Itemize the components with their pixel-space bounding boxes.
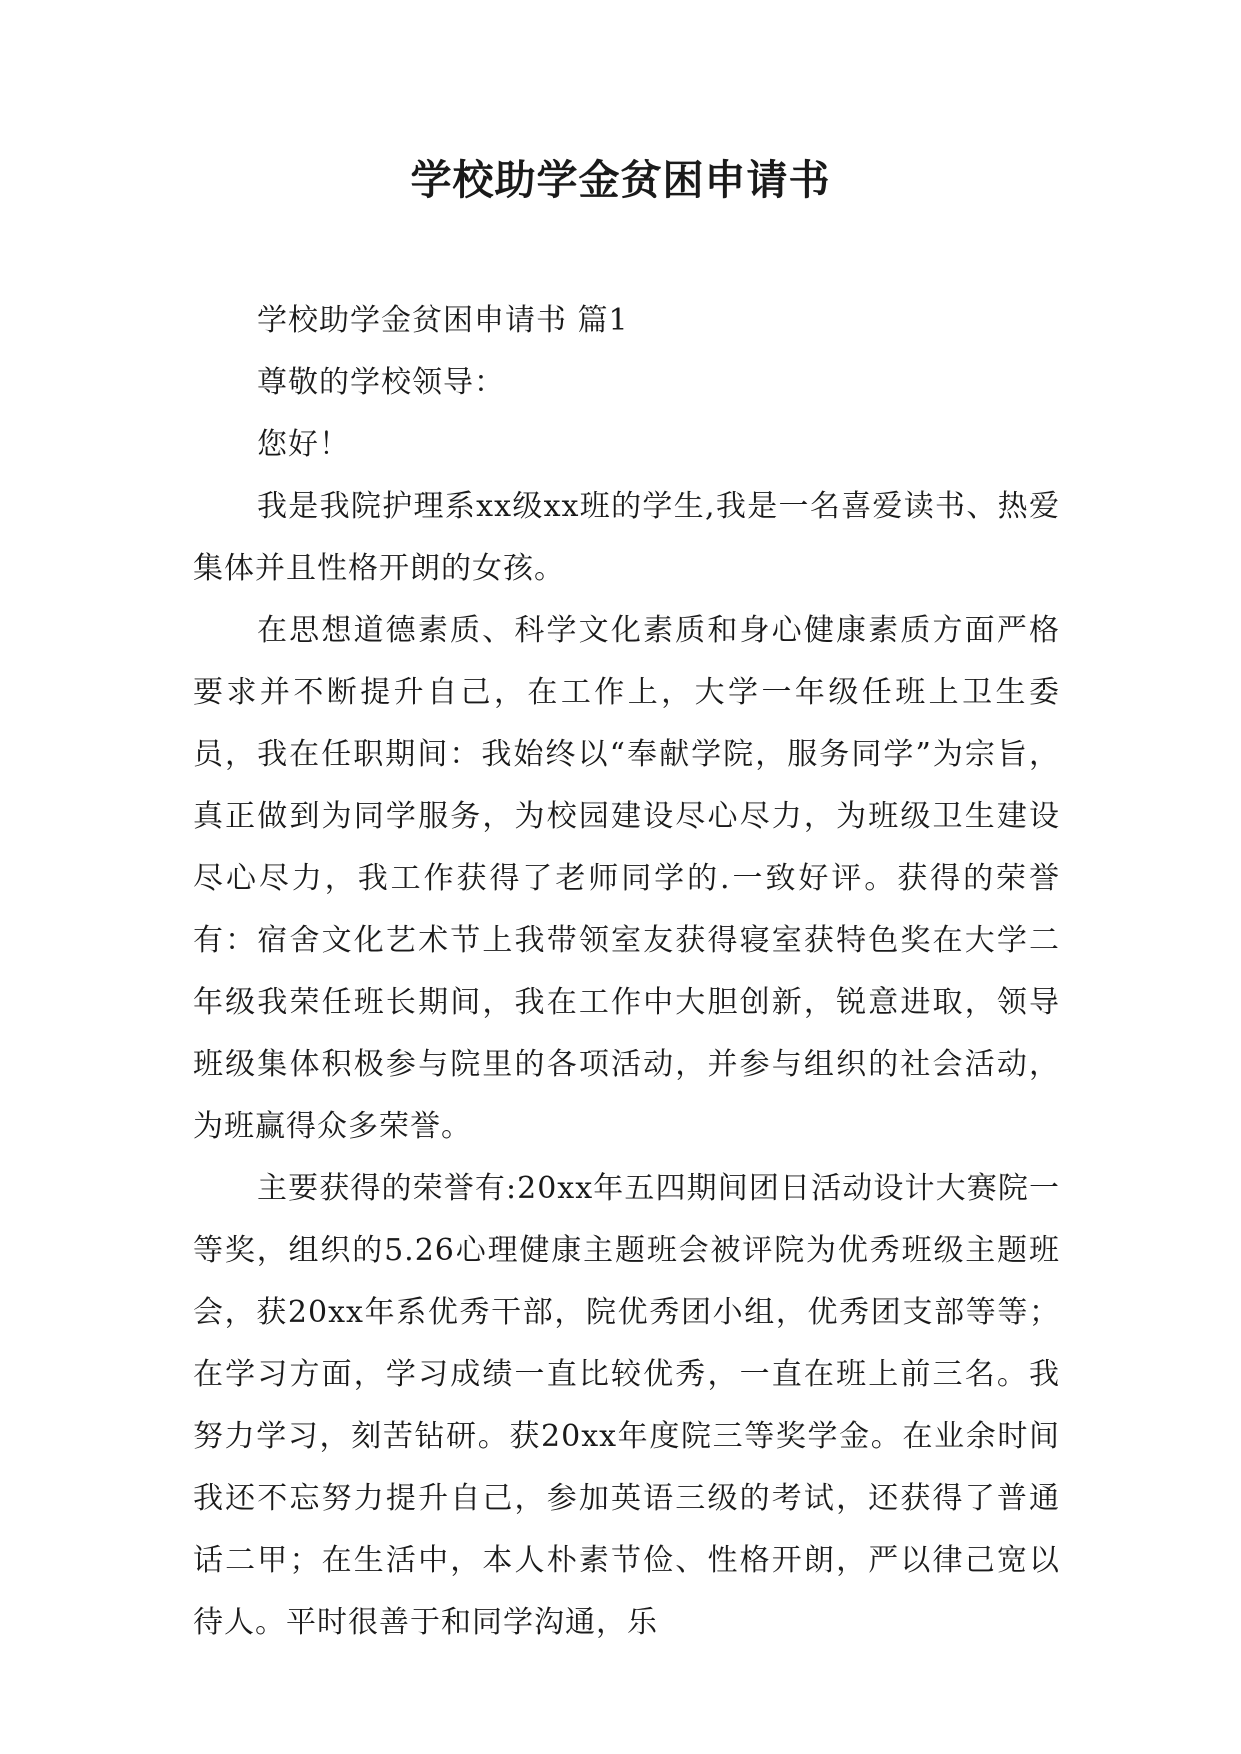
document-title: 学校助学金贫困申请书 — [410, 156, 831, 204]
greeting: 您好！ — [257, 427, 350, 462]
paragraph-intro: 我是我院护理系xx级xx班的学生,我是一名喜爱读书、热爱集体并且性格开朗的女孩。 — [193, 489, 1060, 586]
paragraph-honors: 主要获得的荣誉有:20xx年五四期间团日活动设计大赛院一等奖，组织的5.26心理健康主题班会被评院为优秀班级主题班会，获20xx年系优秀干部，院优秀团小组，优秀团支部等等；在学习方面，学习成绩一直比较优秀，一直在班上前三名。我努力学习，刻苦钻研。获20xx年度院三等奖学金。在业余时间我还不忘努力提升自己，参加英语三级的考试，还获得了普通话二甲；在生活中，本人朴素节俭、性格开朗，严以律己宽以待人。平时很善于和同学沟通，乐 — [193, 1171, 1060, 1640]
salutation: 尊敬的学校领导： — [257, 365, 505, 400]
section-heading: 学校助学金贫困申请书 篇1 — [257, 303, 629, 338]
document-body — [193, 290, 1060, 1654]
paragraph-work: 在思想道德素质、科学文化素质和身心健康素质方面严格要求并不断提升自己，在工作上，大学一年级任班上卫生委员，我在任职期间：我始终以“奉献学院，服务同学”为宗旨，真正做到为同学服务，为校园建设尽心尽力，为班级卫生建设尽心尽力，我工作获得了老师同学的.一致好评。获得的荣誉有：宿舍文化艺术节上我带领室友获得寝室获特色奖在大学二年级我荣任班长期间，我在工作中大胆创新，锐意进取，领导班级集体积极参与院里的各项活动，并参与组织的社会活动，为班赢得众多荣誉。 — [193, 613, 1060, 1144]
